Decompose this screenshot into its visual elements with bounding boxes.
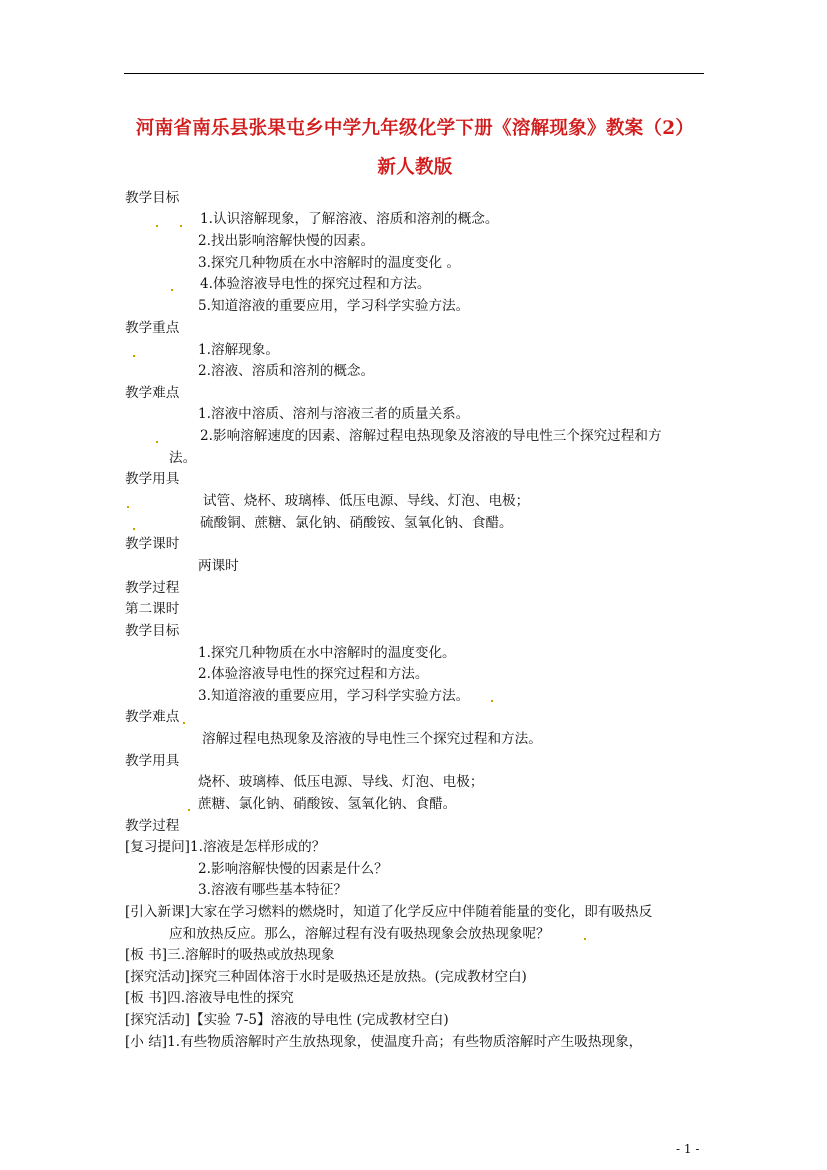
materials-line: 蔗糖、氯化钠、硝酸铵、氢氧化钠、食醋。 xyxy=(198,796,457,812)
materials-line: 试管、烧杯、玻璃棒、低压电源、导线、灯泡、电极； xyxy=(203,493,530,509)
materials-line: 烧杯、玻璃棒、低压电源、导线、灯泡、电极； xyxy=(198,774,484,790)
speck xyxy=(156,225,158,227)
page-number: - 1 - xyxy=(676,1142,700,1156)
speck xyxy=(133,355,135,357)
document-subtitle: 新人教版 xyxy=(377,157,453,178)
body-text-continuation: 应和放热反应。那么，溶解过程有没有吸热现象会放热现象呢？ xyxy=(169,926,550,942)
body-text: 两课时 xyxy=(198,558,239,574)
section-heading: 教学过程 xyxy=(125,818,180,834)
list-item: 2.体验溶液导电性的探究过程和方法。 xyxy=(198,666,429,682)
body-text: [引入新课]大家在学习燃料的燃烧时，知道了化学反应中伴随着能量的变化，即有吸热反 xyxy=(125,904,653,920)
body-text: [探究活动]探究三种固体溶于水时是吸热还是放热。(完成教材空白) xyxy=(125,969,527,985)
list-item: 1.认识溶解现象，了解溶液、溶质和溶剂的概念。 xyxy=(200,211,499,227)
section-heading: 教学用具 xyxy=(125,753,180,769)
header-rule xyxy=(124,73,704,74)
document-title: 河南省南乐县张果屯乡中学九年级化学下册《溶解现象》教案（2） xyxy=(135,118,695,139)
speck xyxy=(180,225,182,227)
list-item: 4.体验溶液导电性的探究过程和方法。 xyxy=(200,276,431,292)
list-item: 5.知道溶液的重要应用，学习科学实验方法。 xyxy=(198,298,470,314)
list-item: 3.知道溶液的重要应用，学习科学实验方法。 xyxy=(198,688,470,704)
section-heading: 教学目标 xyxy=(125,623,180,639)
section-heading: 教学重点 xyxy=(125,320,180,336)
section-heading: 教学目标 xyxy=(125,190,180,206)
body-text: [板 书]三.溶解时的吸热或放热现象 xyxy=(125,947,335,963)
body-text: 溶解过程电热现象及溶液的导电性三个探究过程和方法。 xyxy=(202,731,542,747)
list-item: 2.影响溶解快慢的因素是什么？ xyxy=(198,861,388,877)
section-heading: 教学过程 xyxy=(125,580,180,596)
speck xyxy=(491,700,493,702)
body-text: [板 书]四.溶液导电性的探究 xyxy=(125,990,294,1006)
body-text: [小 结]1.有些物质溶解时产生放热现象，使温度升高；有些物质溶解时产生吸热现象， xyxy=(125,1034,643,1050)
list-item: 2.找出影响溶解快慢的因素。 xyxy=(198,233,375,249)
list-item: 2.溶液、溶质和溶剂的概念。 xyxy=(198,363,375,379)
materials-line: 硫酸铜、蔗糖、氯化钠、硝酸铵、氢氧化钠、食醋。 xyxy=(200,515,513,531)
list-item: 2.影响溶解速度的因素、溶解过程电热现象及溶液的导电性三个探究过程和方 xyxy=(200,428,662,444)
speck xyxy=(133,528,135,530)
speck xyxy=(188,809,190,811)
section-heading: 教学难点 xyxy=(125,709,180,725)
list-item: 3.溶液有哪些基本特征？ xyxy=(198,882,347,898)
speck xyxy=(127,506,129,508)
speck xyxy=(156,441,158,443)
section-heading: 教学课时 xyxy=(125,536,180,552)
list-item: 1.探究几种物质在水中溶解时的温度变化。 xyxy=(198,645,456,661)
speck xyxy=(171,289,173,291)
section-heading: 教学用具 xyxy=(125,471,180,487)
list-item-continuation: 法。 xyxy=(169,450,197,466)
list-item: 1.溶液中溶质、溶剂与溶液三者的质量关系。 xyxy=(198,406,470,422)
speck xyxy=(183,722,185,724)
list-item: 3.探究几种物质在水中溶解时的温度变化 。 xyxy=(198,255,460,271)
body-text: [复习提问]1.溶液是怎样形成的？ xyxy=(125,839,326,855)
section-heading: 第二课时 xyxy=(125,601,180,617)
list-item: 1.溶解现象。 xyxy=(198,342,279,358)
speck xyxy=(584,938,586,940)
body-text: [探究活动]【实验 7-5】溶液的导电性 (完成教材空白) xyxy=(125,1012,449,1028)
section-heading: 教学难点 xyxy=(125,385,180,401)
